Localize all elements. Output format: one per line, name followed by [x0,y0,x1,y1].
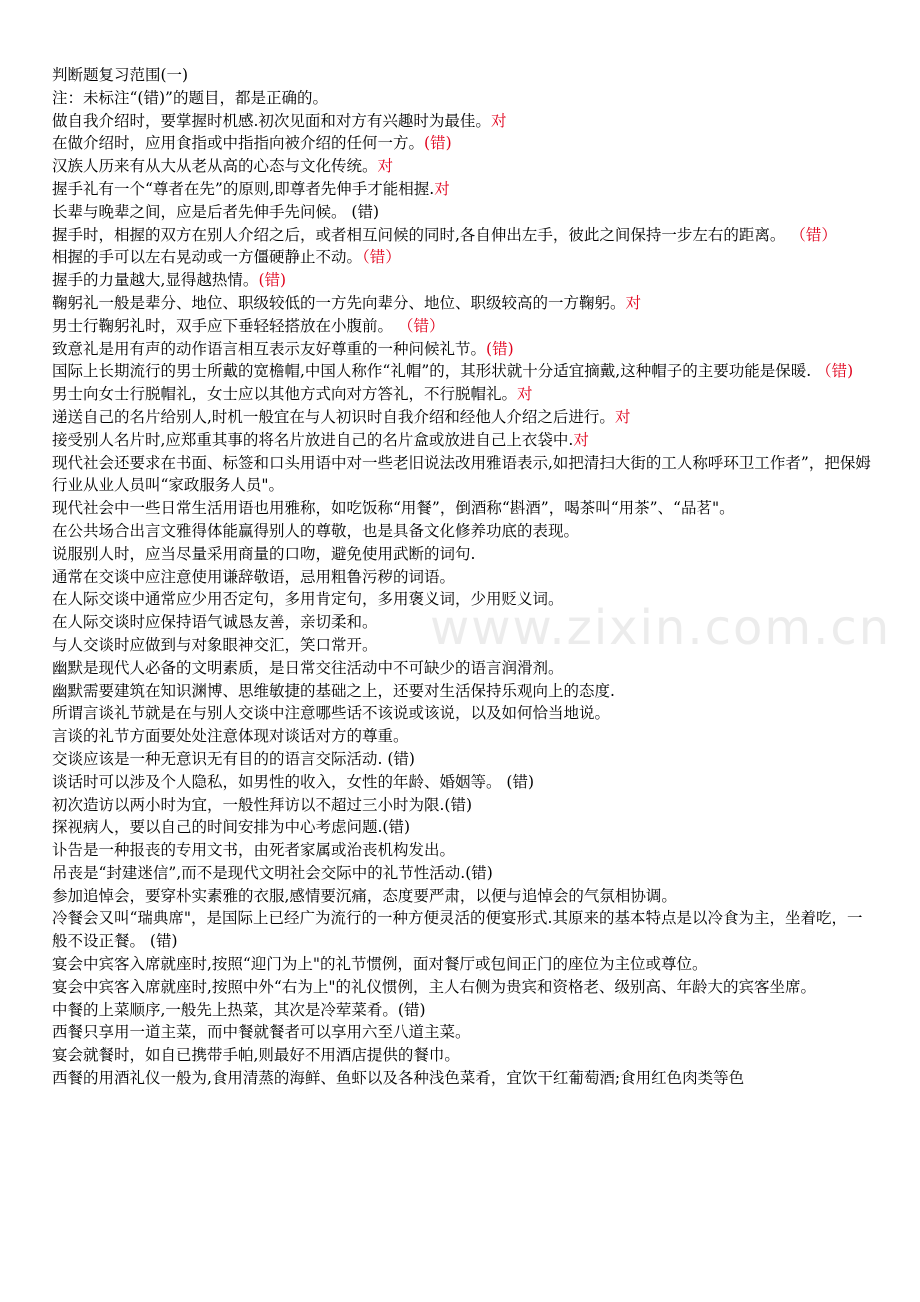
line-text: 握手礼有一个“尊者在先”的原则,即尊者先伸手才能相握. [52,179,435,198]
line-text: 在做介绍时，应用食指或中指指向被介绍的任何一方。 [52,134,425,153]
answer-mark: 对 [377,157,394,176]
line-text: 在人际交谈中通常应少用否定句，多用肯定句，多用褒义词，少用贬义词。 [52,590,564,609]
line-text: 讣告是一种报丧的专用文书，由死者家属或治丧机构发出。 [52,841,456,860]
document-line [52,178,876,201]
document-line [52,794,876,817]
document-line [52,497,876,520]
line-text: 致意礼是用有声的动作语言相互表示友好尊重的一种问候礼节。 [52,339,487,358]
document-line [52,907,876,953]
document-line [52,999,876,1022]
document-line [52,976,876,999]
document-line [52,566,876,589]
answer-mark: （错） [397,316,445,335]
document-line [52,611,876,634]
line-text: 握手的力量越大,显得越热情。 [52,271,259,290]
line-text: 在公共场合出言文雅得体能赢得别人的尊敬，也是具备文化修养功底的表现。 [52,521,580,540]
line-text: 相握的手可以左右晃动或一方僵硬静止不动。 [52,248,363,267]
answer-mark: 对 [434,179,450,198]
document-line [52,748,876,771]
document-line [52,839,876,862]
line-text: 宴会就餐时，如自已携带手帕,则最好不用酒店提供的餐巾。 [52,1046,460,1065]
document-line [52,953,876,976]
document-line [52,132,876,155]
line-text: 与人交谈时应做到与对象眼神交汇，笑口常开。 [52,635,378,654]
answer-mark: （错） [362,248,401,267]
line-text: 参加追悼会，要穿朴实素雅的衣服,感情要沉痛，态度要严肃，以便与追悼会的气氛相协调。 [52,886,677,905]
answer-mark: 对 [490,111,507,130]
answer-mark: (错) [486,339,514,358]
line-text: 中餐的上菜顺序,一般先上热菜，其次是冷荤菜肴。(错) [52,1000,426,1019]
document-line [52,64,876,87]
line-text: 说服别人时，应当尽量采用商量的口吻，避免使用武断的词句. [52,544,476,563]
document-line [52,816,876,839]
document-line [52,224,876,247]
document-line [52,702,876,725]
answer-mark: （错） [790,225,837,244]
answer-mark: (错) [424,134,452,153]
document-line [52,338,876,361]
line-text: 现代社会中一些日常生活用语也用雅称，如吃饭称“用餐”，倒酒称“斟酒”，喝茶叫“用茶”、“品茗"。 [52,499,735,518]
line-text: 吊丧是“封建迷信”,而不是现代文明社会交际中的礼节性活动.(错) [52,863,493,882]
line-text: 交谈应该是一种无意识无有目的的语言交际活动. (错) [52,749,415,768]
document-line [52,406,876,429]
document-line [52,885,876,908]
answer-mark: 对 [614,407,631,426]
line-text: 西餐的用酒礼仪一般为,食用清蒸的海鲜、鱼虾以及各种浅色菜肴，宜饮干红葡萄酒;食用红色肉类等色 [52,1069,745,1088]
line-text: 现代社会还要求在书面、标签和口头用语中对一些老旧说法改用雅语表示,如把清扫大街的工人称呼环卫工作者”，把保姆行业从业人员叫“家政服务人员"。 [52,453,871,495]
line-text: 国际上长期流行的男士所戴的宽檐帽,中国人称作“礼帽”的，其形状就十分适宜摘戴,这种帽子的主要功能是保暖. [52,362,817,381]
line-text: 谈话时可以涉及个人隐私，如男性的收入，女性的年龄、婚姻等。 (错) [52,772,535,791]
document-line [52,725,876,748]
answer-mark: (错) [258,271,287,290]
line-text: 汉族人历来有从大从老从高的心态与文化传统。 [52,157,378,176]
line-text: 接受别人名片时,应郑重其事的将名片放进自己的名片盒或放进自己上衣袋中. [52,430,574,449]
document-line [52,292,876,315]
document-line [52,315,876,338]
line-text: 注：未标注“(错)”的题目，都是正确的。 [52,88,328,107]
document-line [52,1067,876,1090]
line-text: 言谈的礼节方面要处处注意体现对谈话对方的尊重。 [52,727,409,746]
document-line [52,87,876,110]
document-line [52,429,876,452]
line-text: 探视病人，要以自己的时间安排为中心考虑问题.(错) [52,818,411,837]
document-line [52,543,876,566]
document-line [52,452,876,498]
line-text: 长辈与晚辈之间，应是后者先伸手先问候。 (错) [52,202,380,221]
document-line [52,520,876,543]
answer-mark: 对 [573,430,589,449]
document-line [52,634,876,657]
line-text: 男士行鞠躬礼时，双手应下垂轻轻搭放在小腹前。 [52,316,398,335]
line-text: 做自我介绍时，要掌握时机感.初次见面和对方有兴趣时为最佳。 [52,111,491,130]
document-line [52,588,876,611]
document-line [52,155,876,178]
line-text: 判断题复习范围(一) [52,66,189,84]
document-line [52,1021,876,1044]
answer-mark: 对 [517,385,533,404]
document-line [52,246,876,269]
line-text: 所谓言谈礼节就是在与别人交谈中注意哪些话不该说或该说，以及如何恰当地说。 [52,704,611,723]
document-line [52,110,876,133]
answer-mark: 对 [625,293,642,312]
line-text: 初次造访以两小时为宜，一般性拜访以不超过三小时为限.(错) [52,795,473,814]
document-line [52,360,876,383]
answer-mark: （错) [816,362,854,381]
document-line [52,680,876,703]
line-text: 鞠躬礼一般是辈分、地位、职级较低的一方先向辈分、地位、职级较高的一方鞠躬。 [52,293,626,312]
document-body [52,64,876,1090]
line-text: 在人际交谈时应保持语气诚恳友善，亲切柔和。 [52,613,378,632]
line-text: 幽默是现代人必备的文明素质，是日常交往活动中不可缺少的语言润滑剂。 [52,658,564,677]
document-line [52,1044,876,1067]
line-text: 宴会中宾客入席就座时,按照中外“右为上"的礼仪惯例，主人右侧为贵宾和资格老、级别高、年龄大的宾客坐席。 [52,977,816,996]
line-text: 通常在交谈中应注意使用谦辞敬语，忌用粗鲁污秽的词语。 [52,567,456,586]
document-line [52,862,876,885]
document-line [52,383,876,406]
document-line [52,201,876,224]
line-text: 幽默需要建筑在知识渊博、思维敏捷的基础之上，还要对生活保持乐观向上的态度. [52,681,615,700]
line-text: 冷餐会又叫“瑞典席"，是国际上已经广为流行的一种方便灵活的便宴形式.其原来的基本特点是以冷食为主，坐着吃，一般不设正餐。 (错) [52,909,863,951]
document-line [52,771,876,794]
watermark: www.zixin.com.cn [430,600,892,656]
line-text: 递送自己的名片给别人,时机一般宜在与人初识时自我介绍和经他人介绍之后进行。 [52,407,615,426]
line-text: 宴会中宾客入席就座时,按照“迎门为上"的礼节惯例，面对餐厅或包间正门的座位为主位或尊位。 [52,955,708,974]
document-line [52,657,876,680]
line-text: 握手时，相握的双方在别人介绍之后，或者相互问候的同时,各自伸出左手，彼此之间保持一步左右的距离。 [52,225,791,244]
line-text: 男士向女士行脱帽礼，女士应以其他方式向对方答礼，不行脱帽礼。 [52,385,518,404]
document-line [52,269,876,292]
line-text: 西餐只享用一道主菜，而中餐就餐者可以享用六至八道主菜。 [52,1023,471,1042]
